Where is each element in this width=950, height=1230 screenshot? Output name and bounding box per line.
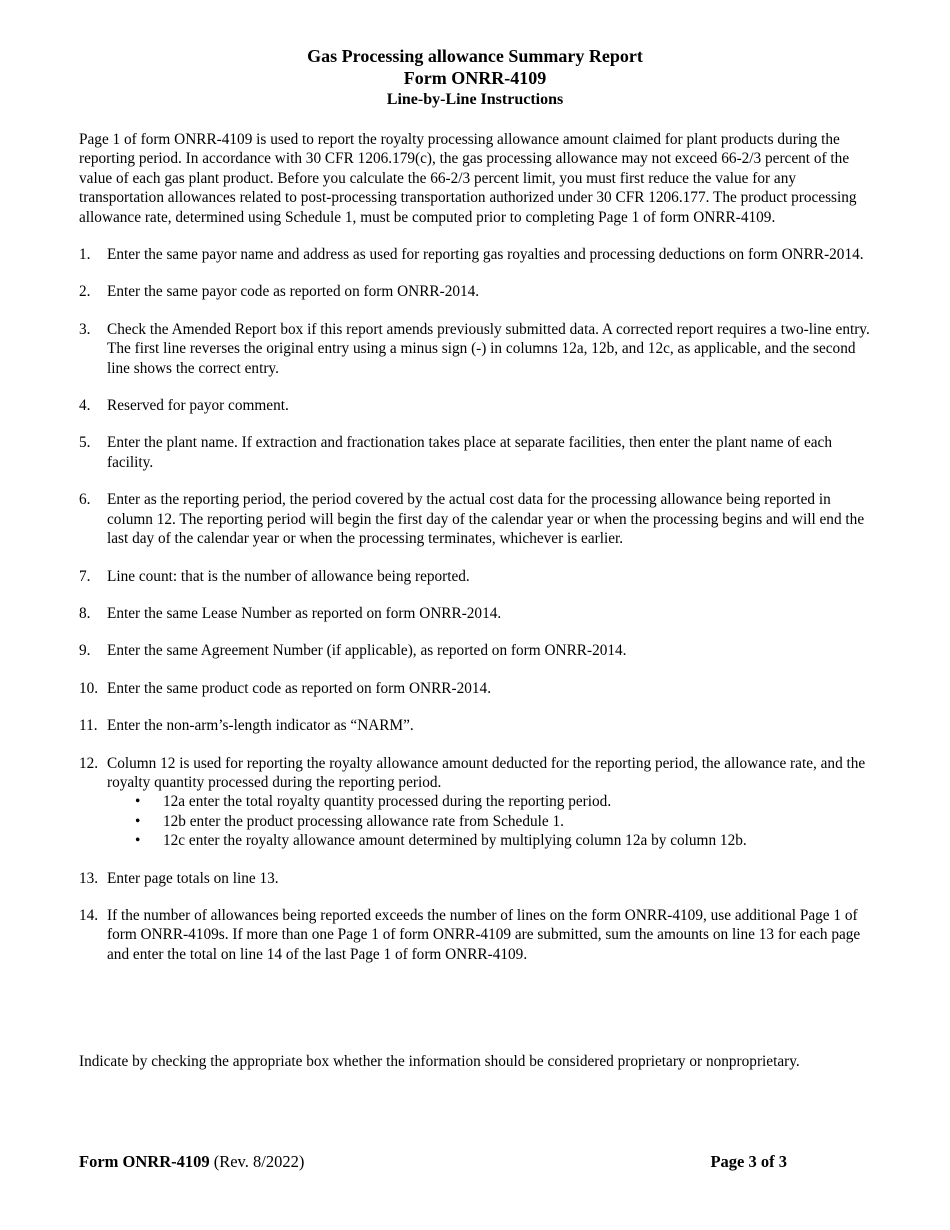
list-item bbox=[79, 754, 879, 851]
item-number: 6. bbox=[79, 491, 91, 509]
bullet-icon: • bbox=[135, 832, 141, 850]
item-text: Enter as the reporting period, the period covered by the actual cost data for the processing allowance being reported in column 12. The reporting period will begin the first day of the calendar year or when the processing begins and will end the last day of the calendar year or when the processing terminates, whichever is earlier. bbox=[107, 491, 865, 548]
sub-item bbox=[135, 792, 879, 811]
page-header bbox=[0, 45, 950, 111]
list-item bbox=[79, 433, 879, 472]
list-item bbox=[79, 320, 879, 378]
column-12-sublist bbox=[107, 792, 879, 850]
item-text: Enter the same payor code as reported on form ONRR-2014. bbox=[107, 283, 480, 301]
instructions-body bbox=[79, 130, 879, 982]
list-item bbox=[79, 282, 879, 301]
sub-item bbox=[135, 812, 879, 831]
form-number: Form ONRR-4109 bbox=[403, 68, 547, 88]
item-number: 10. bbox=[79, 679, 99, 697]
item-number: 5. bbox=[79, 434, 91, 452]
sub-item-text: 12c enter the royalty allowance amount determined by multiplying column 12a by column 12b. bbox=[163, 832, 747, 850]
footer-form-number: Form ONRR-4109 bbox=[79, 1152, 210, 1171]
item-text: Column 12 is used for reporting the royalty allowance amount deducted for the reporting period, the allowance rate, and the royalty quantity processed during the reporting period. bbox=[107, 754, 866, 791]
item-number: 1. bbox=[79, 246, 91, 264]
item-text: Enter the same product code as reported on form ONRR-2014. bbox=[107, 679, 492, 697]
sub-item-text: 12b enter the product processing allowance rate from Schedule 1. bbox=[163, 812, 564, 830]
instructions-subtitle: Line-by-Line Instructions bbox=[386, 91, 564, 108]
item-text: Enter the same Agreement Number (if applicable), as reported on form ONRR-2014. bbox=[107, 642, 627, 660]
list-item bbox=[79, 679, 879, 698]
item-number: 13. bbox=[79, 869, 99, 887]
list-item bbox=[79, 490, 879, 548]
list-item bbox=[79, 567, 879, 586]
list-item bbox=[79, 604, 879, 623]
footer-revision: (Rev. 8/2022) bbox=[209, 1152, 305, 1171]
item-text: Enter the same Lease Number as reported on form ONRR-2014. bbox=[107, 604, 502, 622]
item-number: 2. bbox=[79, 283, 91, 301]
item-number: 8. bbox=[79, 604, 91, 622]
bullet-icon: • bbox=[135, 812, 141, 830]
item-text: Line count: that is the number of allowance being reported. bbox=[107, 567, 470, 585]
item-text: Enter page totals on line 13. bbox=[107, 869, 279, 887]
item-text: Enter the non-arm’s-length indicator as “NARM”. bbox=[107, 717, 414, 735]
intro-paragraph: Page 1 of form ONRR-4109 is used to report the royalty processing allowance amount claimed for plant products during the reporting period. In accordance with 30 CFR 1206.179(c), the gas processing allowance may not exceed 66-2/3 percent of the value of each gas plant product. Before you calculate the 66-2/3 percent limit, you must first reduce the value for any transportation allowances related to post-processing transportation authorized under 30 CFR 1206.177. The product processing allowance rate, determined using Schedule 1, must be computed prior to completing Page 1 of form ONRR-4109. bbox=[79, 131, 857, 226]
item-number: 4. bbox=[79, 397, 91, 415]
item-text: Enter the plant name. If extraction and fractionation takes place at separate facilities, then enter the plant name of each facility. bbox=[107, 434, 832, 471]
item-number: 12. bbox=[79, 754, 99, 772]
item-number: 7. bbox=[79, 567, 91, 585]
footer-page-number: Page 3 of 3 bbox=[710, 1152, 787, 1171]
item-text: Enter the same payor name and address as used for reporting gas royalties and processing deductions on form ONRR-2014. bbox=[107, 246, 864, 264]
list-item bbox=[79, 396, 879, 415]
list-item bbox=[79, 716, 879, 735]
item-text: Check the Amended Report box if this report amends previously submitted data. A corrected report requires a two-line entry. The first line reverses the original entry using a minus sign (-) in columns 12a, 12b, and 12c, as applicable, and the second line shows the correct entry. bbox=[107, 320, 870, 377]
item-text: Reserved for payor comment. bbox=[107, 397, 289, 415]
sub-item bbox=[135, 831, 879, 850]
item-number: 11. bbox=[79, 717, 98, 735]
closing-paragraph: Indicate by checking the appropriate box whether the information should be considered proprietary or nonproprietary. bbox=[79, 1053, 800, 1070]
item-number: 3. bbox=[79, 320, 91, 338]
bullet-icon: • bbox=[135, 793, 141, 811]
instruction-list bbox=[79, 245, 879, 964]
sub-item-text: 12a enter the total royalty quantity processed during the reporting period. bbox=[163, 793, 612, 811]
item-number: 14. bbox=[79, 906, 99, 924]
list-item bbox=[79, 245, 879, 264]
item-text: If the number of allowances being reported exceeds the number of lines on the form ONRR-4109, use additional Page 1 of form ONRR-4109s. If more than one Page 1 of form ONRR-4109 are submitted, sum the amounts on line 13 for each page and enter the total on line 14 of the last Page 1 of form ONRR-4109. bbox=[107, 906, 861, 963]
footer-form-info bbox=[79, 1152, 304, 1172]
report-title: Gas Processing allowance Summary Report bbox=[307, 46, 643, 66]
list-item bbox=[79, 906, 879, 964]
item-number: 9. bbox=[79, 642, 91, 660]
list-item bbox=[79, 641, 879, 660]
list-item bbox=[79, 869, 879, 888]
